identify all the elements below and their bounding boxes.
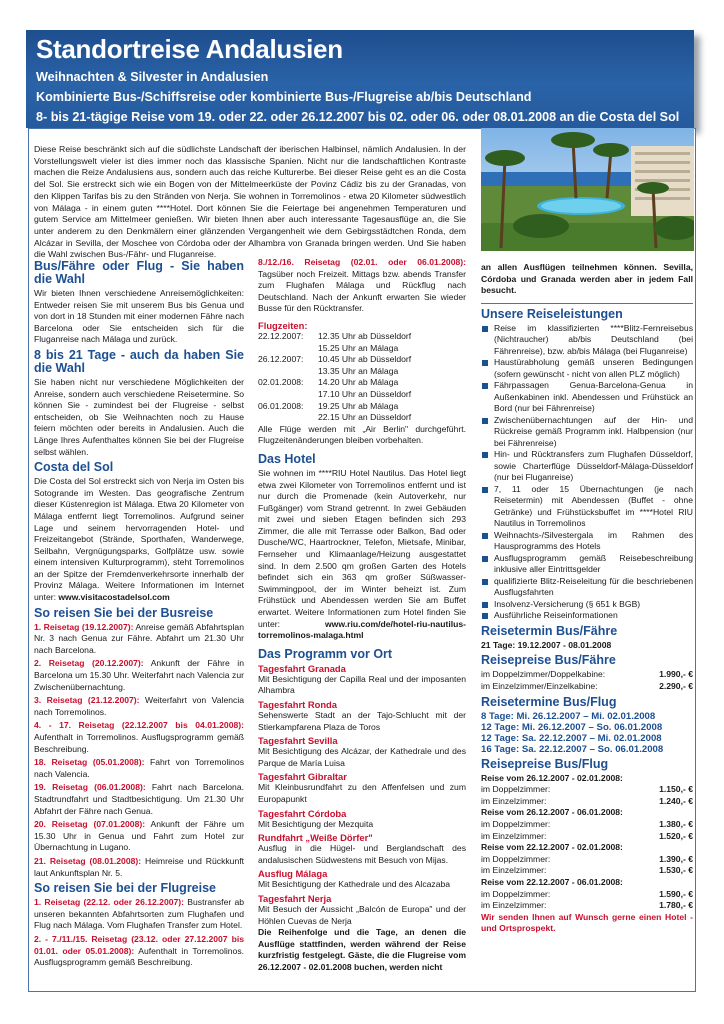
program-text: Mit Besichtigung der Capilla Real und der imposanten Alhambra	[258, 673, 466, 696]
leistung-text: Hin- und Rücktransfers zum Flughafen Düsseldorf, sowie Charterflüge Düsseldorf-Málaga-Düsseldorf (nur bei Fluganreise)	[494, 449, 693, 483]
price-label: im Doppelzimmer:	[481, 818, 551, 829]
preise-flug	[481, 773, 693, 912]
bullet-square-icon	[482, 360, 488, 366]
flight-date: 22.12.2007:	[258, 330, 304, 341]
day-head: 4. - 17. Reisetag (22.12.2007 bis 04.01.2008):	[34, 720, 244, 731]
text-bus-faehre: Wir bieten Ihnen verschiedene Anreisemöglichkeiten: Entweder reisen Sie mit unserem Bus bis Genua und von dort in 18 Stunden mit einer modernen Fähre nach Barcelona oder Sie entscheiden sich für die Fluganreise nach Málaga und zurück.	[34, 288, 244, 345]
footer-note: Wir senden Ihnen auf Wunsch gerne einen Hotel - und Ortsprospekt.	[481, 911, 693, 934]
heading-termine-flug: Reisetermine Bus/Flug	[481, 694, 617, 709]
flight-date: 02.01.2008:	[258, 377, 304, 388]
price-period: Reise vom 26.12.2007 - 06.01.2008:	[481, 807, 623, 818]
heading-tage: 8 bis 21 Tage - auch da haben Sie die Wahl	[34, 347, 244, 375]
flight-row	[258, 343, 466, 355]
program-head: Tagesfahrt Ronda	[258, 699, 337, 710]
heading-busreise: So reisen Sie bei der Busreise	[34, 605, 214, 620]
program-head: Tagesfahrt Nerja	[258, 892, 332, 904]
page-title: Standortreise Andalusien	[36, 34, 343, 64]
day-text: Fahrt nach Barcelona. Stadtrundfahrt und Stadtbesichtigung. Um 21.30 Uhr Abfahrt der Fähre nach Genua.	[34, 782, 244, 816]
flight-time: 17.10 Uhr an Düsseldorf	[318, 388, 412, 399]
leistungen-list	[481, 323, 693, 622]
flight-row	[258, 389, 466, 401]
price-row	[481, 865, 693, 877]
continuation-text: an allen Ausflügen teilnehmen können. Sevilla, Córdoba und Granada werden aber in jedem Fall besucht.	[481, 262, 693, 296]
day-text: Heimreise und Rückkunft laut Ankunftsplan Nr. 5.	[34, 855, 245, 878]
flight-time: 13.35 Uhr an Málaga	[318, 365, 399, 376]
column-2	[258, 257, 466, 974]
link-hotel[interactable]: www.riu.com/de/hotel-riu-nautilus-torremolinos-malaga.html	[258, 618, 466, 641]
leistungen-box	[481, 303, 693, 935]
itinerary-day	[34, 695, 244, 718]
flight-time: 14.20 Uhr ab Málaga	[318, 377, 399, 388]
flight-time: 22.15 Uhr an Düsseldorf	[318, 412, 412, 423]
program-head: Rundfahrt „Weiße Dörfer"	[258, 832, 373, 844]
leistung-text: Haustürabholung gemäß unseren Bedingungen (sofern gewünscht - nicht von allen PLZ möglich)	[494, 357, 693, 379]
itinerary-day	[34, 782, 244, 817]
price-label: im Einzelzimmer:	[481, 795, 547, 806]
price-label: im Doppelzimmer:	[481, 784, 551, 795]
price-label: im Doppelzimmer:	[481, 853, 551, 864]
text-tage: Sie haben nicht nur verschiedene Möglichkeiten der Anreise, sondern auch verschiedene Reisetermine. So können Sie - zumindest bei der Flugreise - selbst entscheiden, ob Sie Weihnachten noch zu Hause feiern möchten oder bereits in Andalusien. Auch die Länge Ihres Aufenthaltes können Sie bei der Flugreise selbst wählen.	[34, 376, 244, 457]
price-value: 1.390,- €	[659, 853, 693, 864]
column-3	[481, 262, 693, 935]
bullet-square-icon	[482, 452, 488, 458]
flight-note: Alle Flüge werden mit „Air Berlin" durchgeführt. Flugzeitenänderungen bleiben vorbehalten.	[258, 423, 466, 446]
bullet-square-icon	[482, 418, 488, 424]
leistung-item	[481, 599, 693, 611]
itinerary-day	[34, 622, 244, 657]
price-row	[481, 681, 693, 693]
heading-costa: Costa del Sol	[34, 460, 114, 475]
price-value: 1.240,- €	[659, 795, 693, 806]
price-row	[481, 831, 693, 843]
leistung-item	[481, 357, 693, 380]
intro-text: Diese Reise beschränkt sich auf die südlichste Landschaft der iberischen Halbinsel, nämlich Andalusien. In der Vorstellungswelt vieler ist dies immer noch das klassische Spanien. Nicht nur die landschaftlichen Kontraste machen die Reize Andalusiens aus, sondern auch das reiche Kulturerbe. Bei dieser Reise geht es an die Costa del Sol. Sie erstreckt sich wie ein Bogen von der Mittelmeerküste der Povinz Cádiz bis zu der Granadas, von den Klippen Tarifas bis zu den Stränden von Nerja. Sie wohnen in Torremolinos - etwa 20 Kilometer südwestlich von Málaga - in einem guten ****Hotel. Dort können Sie die Feiertage bei angenehmen Temperaturen und gutem Service am Mittelmeer genießen. Wir bieten Ihnen aber auch interessante Tagesausflüge an, die Sie unter anderem zu den Denkmälern einer glänzenden Vergangenheit wie dem Gebirgsstädtchen Ronda, dem Alcázar in Sevilla, der Moschee von Córdoba oder der Alhambra von Granada bringen werden. Und Sie haben die Wahl zwischen Bus-/Fähr- und Fluganreise.	[34, 144, 466, 260]
leistung-text: Zwischenübernachtungen auf der Hin- und Rückreise gemäß Programm inkl. Halbpension (nur bei Fährenreise)	[494, 414, 693, 448]
program-head: Tagesfahrt Granada	[258, 662, 346, 674]
bullet-square-icon	[482, 579, 488, 585]
heading-termin-bus: Reisetermin Bus/Fähre	[481, 623, 618, 638]
price-value: 1.990,- €	[659, 669, 693, 680]
itinerary-day	[34, 720, 244, 755]
leistung-item	[481, 323, 693, 358]
text-costa: Die Costa del Sol erstreckt sich von Nerja im Osten bis Sotogrande im Westen. Das geografische Zentrum dieser Küstenregion ist Málaga. Etwa 20 Kilometer von Málaga entfernt liegt Torremolinos. Aufgrund seiner Lage und seinem hervorragenden Hotel- und Freizeitangebot (Strände, Sporthafen, Wanderwege, Seilbahn, Vergnügungsparks, Golfplätze usw. sowie einem intensiven Kulturprogramm), steht Torremolinos an der Spitze der Fremdenverkehrsorte innerhalb der Provinz Málaga. Weitere Informationen im Internet unter: www.visitacostadelsol.com	[34, 476, 244, 603]
bullet-square-icon	[482, 326, 488, 332]
price-label: im Einzelzimmer/Einzelkabine:	[481, 680, 598, 691]
flight-row	[258, 401, 466, 413]
price-period: Reise vom 22.12.2007 - 06.01.2008:	[481, 876, 623, 887]
price-row	[481, 796, 693, 808]
leistung-text: Insolvenz-Versicherung (§ 651 k BGB)	[494, 598, 641, 609]
day-head: 3. Reisetag (21.12.2007):	[34, 695, 140, 706]
price-label: im Einzelzimmer:	[481, 830, 547, 841]
flight-date	[258, 343, 318, 355]
program-text: Ausflug in die Hügel- und Berglandschaft des andalusischen Südwestens mit Besuch von Mijas.	[258, 843, 466, 865]
link-costa[interactable]: www.visitacostadelsol.com	[58, 592, 170, 603]
price-value: 1.380,- €	[659, 818, 693, 829]
program-text: Mit Besichtigung der Kathedrale und des Alcazaba	[258, 879, 451, 890]
day-head: 21. Reisetag (08.01.2008):	[34, 855, 142, 866]
program-text: Mit Kleinbusrundfahrt zu den Affenfelsen und zum Europapunkt	[258, 782, 466, 804]
day-text: Fahrt von Torremolinos nach Valencia.	[34, 757, 245, 779]
price-row	[481, 784, 693, 796]
price-label: im Einzelzimmer:	[481, 865, 547, 876]
program-text: Mit Besuch der Aussicht „Balcón de Europa" und der Höhlen Cuevas de Nerja	[258, 903, 466, 926]
leistung-item	[481, 484, 693, 530]
bullet-square-icon	[482, 487, 488, 493]
day-text: Anreise gemäß Abfahrtsplan Nr. 3 nach Genua zur Fähre. Abfahrt um 21.30 Uhr nach Barcelona.	[34, 621, 244, 655]
day-text: Ankunft der Fähre um 15.30 Uhr in Genua und Fahrt zum Hotel zur Übernachtung in Lugano.	[34, 819, 244, 853]
program-head: Ausflug Málaga	[258, 868, 328, 880]
day-head: 19. Reisetag (06.01.2008):	[34, 782, 146, 793]
program-text: Sehenswerte Stadt an der Tajo-Schlucht mit der Stierkampfarena Plaza de Toros	[258, 710, 466, 732]
flight-row	[258, 412, 466, 424]
leistung-item	[481, 380, 693, 415]
flight-time: 10.45 Uhr ab Düsseldorf	[318, 354, 412, 365]
flight-time: 15.25 Uhr an Málaga	[318, 342, 399, 353]
flight-date: 06.01.2008:	[258, 400, 304, 411]
program-head: Tagesfahrt Gibraltar	[258, 771, 347, 783]
heading-preise-bus: Reisepreise Bus/Fähre	[481, 653, 616, 668]
day-head: 1. Reisetag (19.12.2007):	[34, 621, 134, 632]
leistung-text: qualifizierte Blitz-Reiseleitung für die beschriebenen Ausflugsfahrten	[494, 575, 693, 598]
flight-date-line: 16 Tage: Sa. 22.12.2007 – So. 06.01.2008	[481, 743, 664, 755]
itinerary-day	[34, 856, 244, 879]
termine-flug	[481, 711, 693, 755]
flight-row	[258, 331, 466, 343]
itinerary-day	[34, 658, 244, 693]
day-head: 2. - 7./11./15. Reisetag (23.12. oder 27.12.2007 bis 01.01. oder 05.01.2008):	[34, 933, 244, 956]
subtitle-3: 8- bis 21-tägige Reise vom 19. oder 22. oder 26.12.2007 bis 02. oder 06. oder 08.01.2008 an die Costa del Sol	[36, 110, 680, 124]
heading-programm: Das Programm vor Ort	[258, 646, 393, 661]
bullet-square-icon	[482, 556, 488, 562]
flight-itinerary	[34, 897, 244, 969]
program-text: Mit Besichtigung des Alcázar, der Kathedrale und des Parque de María Luisa	[258, 746, 466, 768]
termin-bus: 21 Tage: 19.12.2007 - 08.01.2008	[481, 639, 612, 650]
flight-date: 26.12.2007:	[258, 354, 304, 365]
flight-row	[258, 354, 466, 366]
program-note: Die Reihenfolge und die Tage, an denen die Ausflüge stattfinden, werden während der Reise kurzfristig festgelegt. Gäste, die die Flugreise vom 26.12.2007 - 02.01.2008 buchen, werden nicht	[258, 927, 466, 972]
price-value: 1.530,- €	[659, 865, 693, 876]
price-label: im Doppelzimmer:	[481, 888, 551, 899]
heading-bus-faehre: Bus/Fähre oder Flug - Sie haben die Wahl	[34, 259, 244, 286]
day-text: Bustransfer ab unseren bekannten Abfahrtsorten zum Flughafen und Flug nach Málaga. Vom Flughafen Transfer zum Hotel.	[34, 897, 244, 931]
flight-date-line: 12 Tage: Mi. 26.12.2007 – So. 06.01.2008	[481, 721, 663, 733]
flight-times	[258, 331, 466, 424]
flight-row	[258, 377, 466, 389]
day-text: Aufenthalt in Torremolinos. Ausflugsprogramm gemäß Beschreibung.	[34, 732, 244, 754]
subtitle-2: Kombinierte Bus-/Schiffsreise oder kombinierte Bus-/Flugreise ab/bis Deutschland	[36, 90, 532, 104]
itinerary-day	[34, 819, 244, 854]
heading-leistungen: Unsere Reiseleistungen	[481, 306, 623, 321]
flight-time: 19.25 Uhr ab Málaga	[318, 400, 399, 411]
price-period: Reise vom 22.12.2007 - 02.01.2008:	[481, 842, 623, 853]
program-text: Mit Besichtigung der Mezquita	[258, 818, 374, 829]
leistung-item	[481, 449, 693, 484]
price-value: 1.590,- €	[659, 888, 693, 899]
leistung-text: Ausflugsprogramm gemäß Reisebeschreibung inklusive aller Eintrittsgelder	[494, 552, 693, 575]
header-banner	[26, 30, 694, 128]
itinerary-day	[34, 897, 244, 932]
price-label: im Einzelzimmer:	[481, 900, 547, 911]
price-value: 1.150,- €	[659, 784, 693, 795]
price-row	[481, 900, 693, 912]
price-row	[481, 854, 693, 866]
leistung-item	[481, 530, 693, 553]
leistung-text: Ausführliche Reiseinformationen	[494, 610, 618, 621]
day-head: 1. Reisetag (22.12. oder 26.12.2007):	[34, 897, 185, 908]
leistung-item	[481, 576, 693, 599]
hotel-photo	[481, 128, 694, 251]
day-text: Weiterfahrt von Valencia nach Torremolinos.	[34, 695, 245, 717]
flight-time: 12.35 Uhr ab Düsseldorf	[318, 330, 412, 341]
last-day: 8./12./16. Reisetag (02.01. oder 06.01.2008): Tagsüber noch Freizeit. Mittags bzw. abends Transfer zum Flughafen Málaga und Rückflug nach Deutschland. Nach der Ankunft erwarten Sie wieder Busse für den Rücktransfer.	[258, 257, 466, 314]
leistung-text: 7, 11 oder 15 Übernachtungen (je nach Reisetermin) mit Abendessen (Buffet - ohne Getränke) und Frühstücksbuffet im ****Hotel RIU Nautilus in Torremolinos	[494, 483, 693, 529]
price-label: im Doppelzimmer/Doppelkabine:	[481, 669, 606, 680]
price-row	[481, 819, 693, 831]
heading-hotel: Das Hotel	[258, 451, 316, 466]
column-1	[34, 257, 244, 971]
program-list	[258, 663, 466, 927]
heading-flugreise: So reisen Sie bei der Flugreise	[34, 881, 217, 896]
flight-date	[258, 366, 318, 378]
price-value: 1.520,- €	[659, 830, 693, 841]
day-head: 20. Reisetag (07.01.2008):	[34, 819, 146, 830]
flight-date	[258, 412, 318, 424]
leistung-text: Fährpassagen Genua-Barcelona-Genua in Außenkabinen inkl. Abendessen und Frühstück an Bord (nur bei Fährenreise)	[494, 380, 693, 414]
price-value: 1.780,- €	[659, 900, 693, 911]
price-row	[481, 889, 693, 901]
itinerary-day	[34, 757, 244, 780]
leistung-item	[481, 610, 693, 622]
preise-bus	[481, 669, 693, 692]
bus-itinerary	[34, 622, 244, 879]
leistung-text: Reise im klassifizierten ****Blitz-Fernreisebus (Nichtraucher) ab/bis Deutschland (bei Fährenreise), bzw. ab/bis Málaga (bei Fluganreise)	[494, 322, 693, 356]
subtitle-1: Weihnachten & Silvester in Andalusien	[36, 70, 269, 84]
leistung-item	[481, 415, 693, 450]
bullet-square-icon	[482, 602, 488, 608]
leistung-text: Weihnachts-/Silvestergala im Rahmen des Hausprogramms des Hotels	[494, 529, 693, 552]
price-period: Reise vom 26.12.2007 - 02.01.2008:	[481, 772, 623, 783]
day-text: Ankunft der Fähre in Barcelona um 15.30 Uhr. Weiterfahrt nach Valencia zur Zwischenübernachtung.	[34, 658, 244, 692]
bullet-square-icon	[482, 613, 488, 619]
heading-preise-flug: Reisepreise Bus/Flug	[481, 756, 609, 771]
day-head: 18. Reisetag (05.01.2008):	[34, 757, 145, 768]
price-row	[481, 669, 693, 681]
leistung-item	[481, 553, 693, 576]
heading-flugzeiten: Flugzeiten:	[258, 319, 308, 331]
flight-date	[258, 389, 318, 401]
itinerary-day	[34, 934, 244, 969]
day-text: Aufenthalt in Torremolinos. Ausflugsprogramm gemäß Beschreibung.	[34, 945, 245, 968]
flight-date-line: 8 Tage: Mi. 26.12.2007 – Mi. 02.01.2008	[481, 710, 656, 722]
day-head: 2. Reisetag (20.12.2007):	[34, 658, 144, 669]
price-value: 2.290,- €	[659, 680, 693, 691]
program-head: Tagesfahrt Córdoba	[258, 807, 347, 819]
flight-row	[258, 366, 466, 378]
bullet-square-icon	[482, 383, 488, 389]
text-hotel: Sie wohnen im ****RIU Hotel Nautilus. Das Hotel liegt etwa zwei Kilometer von Torremolinos entfernt und ist nur durch die Promenade (kein Autoverkehr, nur Fußgänger) vom Strand getrennt. In zwei Gebäuden mit zwei und sieben Etagen befinden sich 293 Zimmer, die alle mit Terrasse oder Balkon, Bad oder Dusche/WC, Haartrockner, Telefon, Mietsafe, Minibar, Fernseher und Klimaanlage/Heizung ausgestattet sind. In dem 2.500 qm großen Garten des Hotels befindet sich ein 363 qm großer Süßwasser-Swimmingpool, der im Winter beheizt ist. Zum Frühstück und Abendessen werden Sie am Buffet erwartet. Weitere Informationen zum Hotel finden Sie unter: www.riu.com/de/hotel-riu-nautilus-torremolinos-malaga.html	[258, 467, 466, 641]
flight-date-line: 12 Tage: Sa. 22.12.2007 – Mi. 02.01.2008	[481, 732, 662, 744]
bullet-square-icon	[482, 533, 488, 539]
program-head: Tagesfahrt Sevilla	[258, 735, 338, 747]
